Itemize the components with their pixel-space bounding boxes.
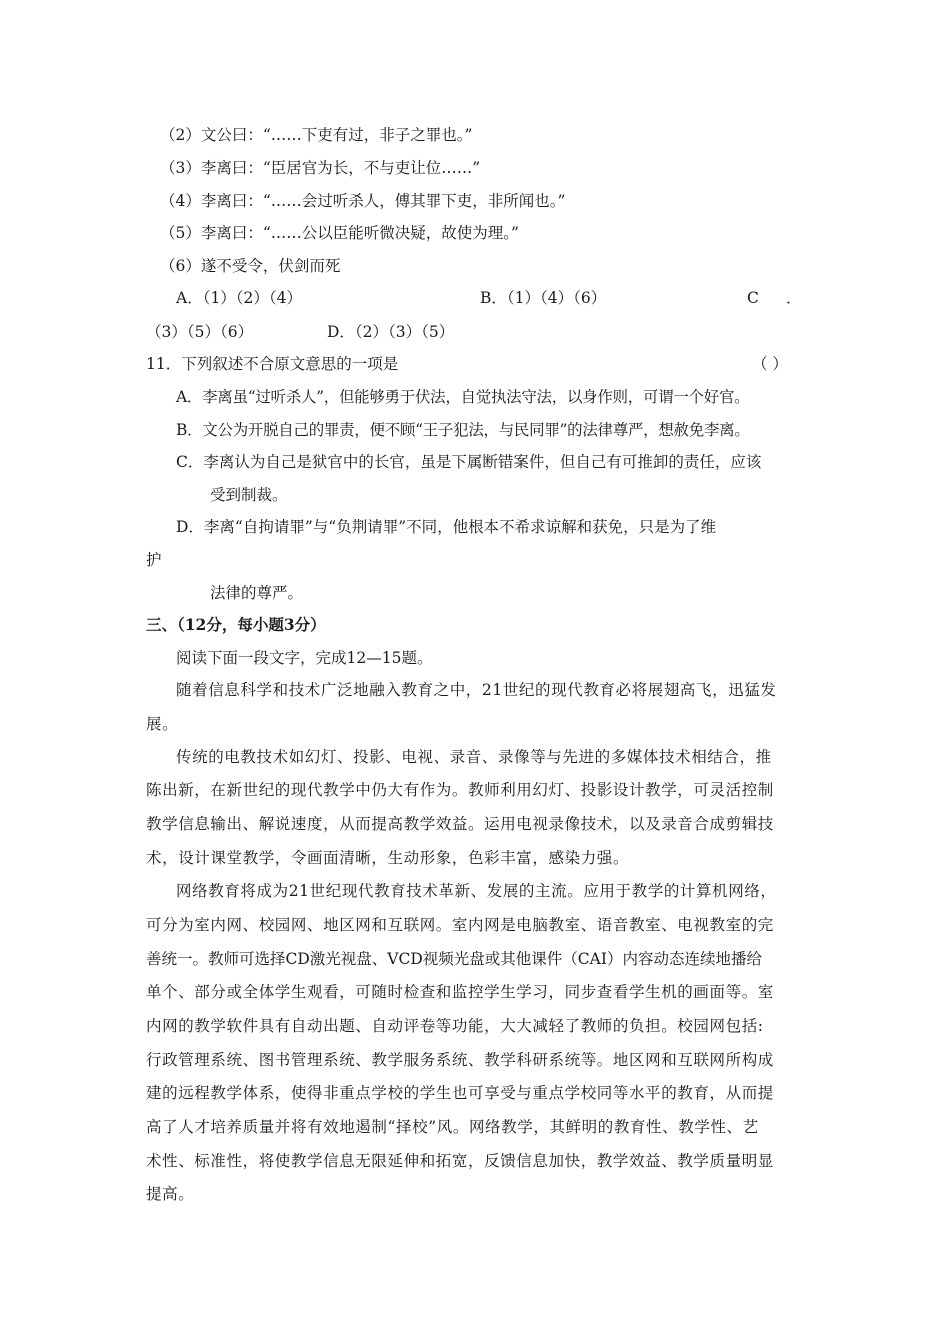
- q11-option-d-line3: 法律的尊严。: [210, 584, 304, 602]
- passage-p3-line9: 术性、标准性，将使教学信息无限延伸和拓宽，反馈信息加快，教学效益、教学质量明显: [146, 1152, 774, 1170]
- passage-p2-line2: 陈出新，在新世纪的现代教学中仍大有作为。教师利用幻灯、投影设计教学，可灵活控制: [146, 781, 774, 799]
- q11-option-c-line1: C．李离认为自己是狱官中的长官，虽是下属断错案件，但自己有可推卸的责任，应该: [176, 453, 762, 471]
- passage-p3-line2: 可分为室内网、校园网、地区网和互联网。室内网是电脑教室、语音教室、电视教室的完: [146, 916, 774, 934]
- passage-p3-line7: 建的远程教学体系，使得非重点学校的学生也可享受与重点学校同等水平的教育，从而提: [146, 1084, 774, 1102]
- q10-option-c-items: （3）（5）（6）: [146, 323, 254, 341]
- section-3-heading: 三、（12分，每小题3分）: [146, 615, 326, 634]
- q11-option-a: A．李离虽“过听杀人”，但能够勇于伏法，自觉执法守法，以身作则，可谓一个好官。: [176, 388, 750, 406]
- passage-p3-line6: 行政管理系统、图书管理系统、教学服务系统、教学科研系统等。地区网和互联网所构成: [146, 1051, 774, 1069]
- q10-option-a: A．（1）（2）（4）: [176, 289, 303, 307]
- q10-option-d: D．（2）（3）（5）: [327, 323, 455, 341]
- passage-p2-line1: 传统的电教技术如幻灯、投影、电视、录音、录像等与先进的多媒体技术相结合，推: [176, 748, 772, 766]
- passage-p3-line8: 高了人才培养质量并将有效地遏制“择校”风。网络教学，其鲜明的教育性、教学性、艺: [146, 1118, 759, 1136]
- q10-option-b: B．（1）（4）（6）: [480, 289, 607, 307]
- q10-option-c-dot: ．: [786, 289, 802, 307]
- q10-item-6: （6）遂不受令，伏剑而死: [160, 257, 341, 275]
- passage-p2-line3: 教学信息输出、解说速度，从而提高教学效益。运用电视录像技术，以及录音合成剪辑技: [146, 815, 774, 833]
- q11-stem: 11．下列叙述不合原文意思的一项是: [146, 355, 399, 373]
- passage-p3-line3: 善统一。教师可选择CD激光视盘、VCD视频光盘或其他课件（CAI）内容动态连续地播给: [146, 950, 762, 968]
- passage-p2-line4: 术，设计课堂教学，令画面清晰，生动形象，色彩丰富，感染力强。: [146, 849, 630, 867]
- passage-p3-line4: 单个、部分或全体学生观看，可随时检查和监控学生学习，同步查看学生机的画面等。室: [146, 983, 774, 1001]
- q11-answer-paren: （ ）: [752, 355, 788, 373]
- q10-item-5: （5）李离曰：“……公以臣能听微决疑，故使为理。”: [160, 224, 519, 242]
- q11-option-d-line1: D．李离“自拘请罪”与“负荆请罪”不同，他根本不希求谅解和获免，只是为了维: [176, 518, 717, 536]
- q11-option-b: B．文公为开脱自己的罪责，便不顾“王子犯法，与民同罪”的法律尊严，想赦免李离。: [176, 421, 750, 439]
- q10-option-c-letter: C: [747, 289, 759, 307]
- q10-item-3: （3）李离曰：“臣居官为长，不与吏让位……”: [160, 159, 481, 177]
- q10-item-4: （4）李离曰：“……会过听杀人，傅其罪下吏，非所闻也。”: [160, 192, 566, 210]
- q11-option-c-line2: 受到制裁。: [210, 486, 288, 504]
- q10-item-2: （2）文公曰：“……下吏有过，非子之罪也。”: [160, 126, 473, 144]
- q11-option-d-line2: 护: [146, 551, 162, 569]
- passage-p3-line10: 提高。: [146, 1185, 195, 1203]
- passage-p1-line1: 随着信息科学和技术广泛地融入教育之中，21世纪的现代教育必将展翅高飞，迅猛发: [176, 681, 777, 699]
- passage-p3-line5: 内网的教学软件具有自动出题、自动评卷等功能，大大减轻了教师的负担。校园网包括:: [146, 1017, 764, 1035]
- section-3-instruction: 阅读下面一段文字，完成12—15题。: [176, 649, 433, 667]
- passage-p3-line1: 网络教育将成为21世纪现代教育技术革新、发展的主流。应用于教学的计算机网络，: [176, 882, 777, 900]
- passage-p1-line2: 展。: [146, 715, 179, 733]
